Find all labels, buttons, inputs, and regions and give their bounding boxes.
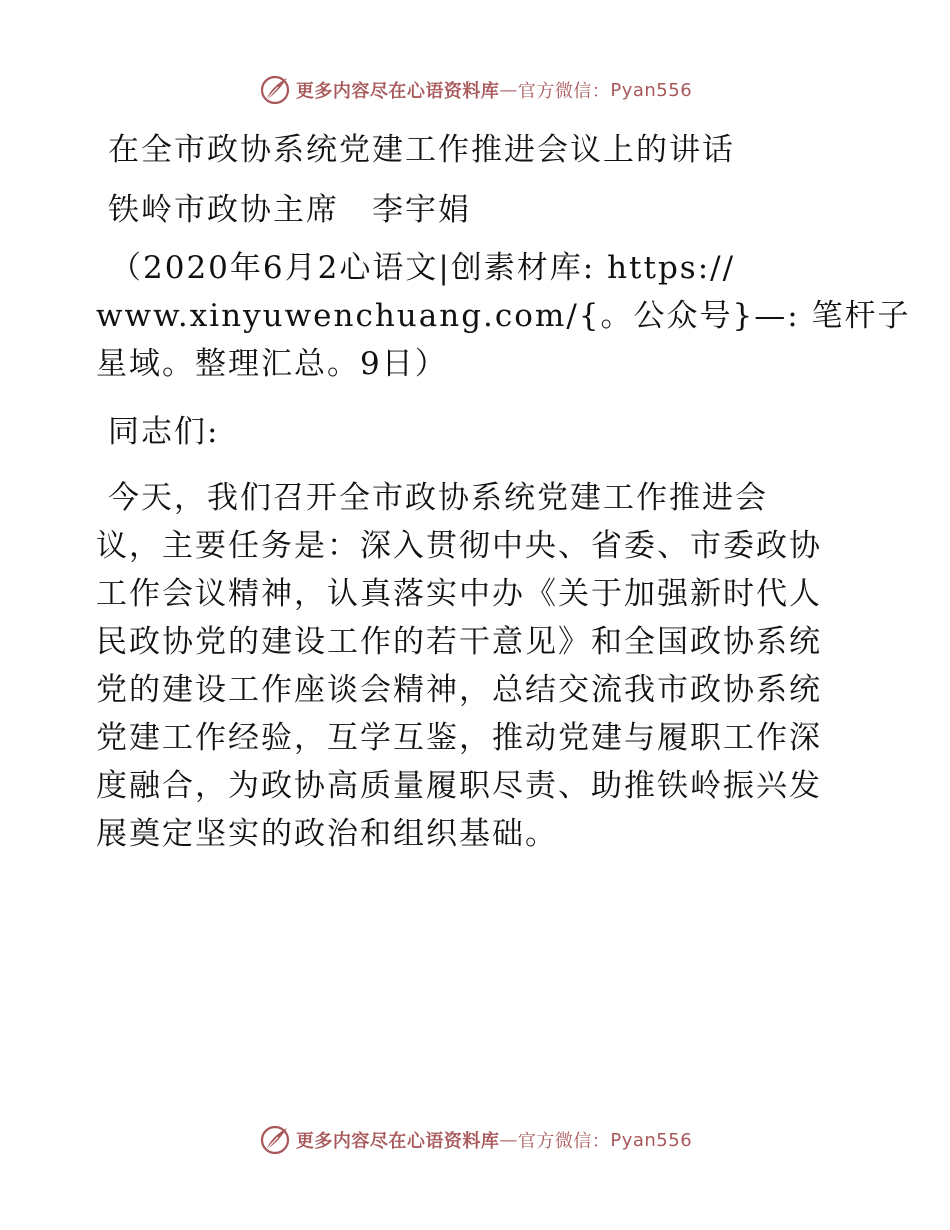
document-title: 在全市政协系统党建工作推进会议上的讲话 xyxy=(108,132,735,168)
page-header-watermark xyxy=(0,73,950,107)
watermark-separator: — xyxy=(499,1129,518,1151)
paragraph-line: 展奠定坚实的政治和组织基础。 xyxy=(96,816,558,852)
document-body xyxy=(96,122,911,858)
watermark-wechat-label: 官方微信： xyxy=(517,81,611,102)
watermark-wechat-id: Pyan556 xyxy=(610,79,693,101)
paragraph-line: 党的建设工作座谈会精神，总结交流我市政协系统 xyxy=(96,672,822,708)
document-greeting: 同志们: xyxy=(108,414,220,450)
source-note-line: www.xinyuwenchuang.com/{。公众号}—: 笔杆子 xyxy=(96,298,911,334)
watermark-wechat-label: 官方微信： xyxy=(517,1131,611,1152)
paragraph-line: 工作会议精神，认真落实中办《关于加强新时代人 xyxy=(96,576,822,612)
document-paragraph xyxy=(96,474,856,858)
feather-pen-logo-icon xyxy=(258,73,292,107)
page-footer-watermark xyxy=(0,1123,950,1157)
paragraph-line: 民政协党的建设工作的若干意见》和全国政协系统 xyxy=(96,624,822,660)
document-author: 铁岭市政协主席 李宇娟 xyxy=(108,192,471,228)
source-note-line: （2020年6月2心语文|创素材库: https:// xyxy=(110,250,736,286)
feather-pen-logo-icon xyxy=(258,1123,292,1157)
paragraph-line: 议，主要任务是：深入贯彻中央、省委、市委政协 xyxy=(96,528,822,564)
watermark-wechat-id: Pyan556 xyxy=(610,1129,693,1151)
document-source-note xyxy=(96,244,911,388)
watermark-site-text: 更多内容尽在心语资料库 xyxy=(295,81,500,102)
watermark-separator: — xyxy=(499,79,518,101)
source-note-line: 星域。整理汇总。9日） xyxy=(96,346,448,382)
paragraph-line: 今天，我们召开全市政协系统党建工作推进会 xyxy=(108,480,768,516)
paragraph-line: 度融合，为政协高质量履职尽责、助推铁岭振兴发 xyxy=(96,768,822,804)
paragraph-line: 党建工作经验，互学互鉴，推动党建与履职工作深 xyxy=(96,720,822,756)
watermark-site-text: 更多内容尽在心语资料库 xyxy=(295,1131,500,1152)
